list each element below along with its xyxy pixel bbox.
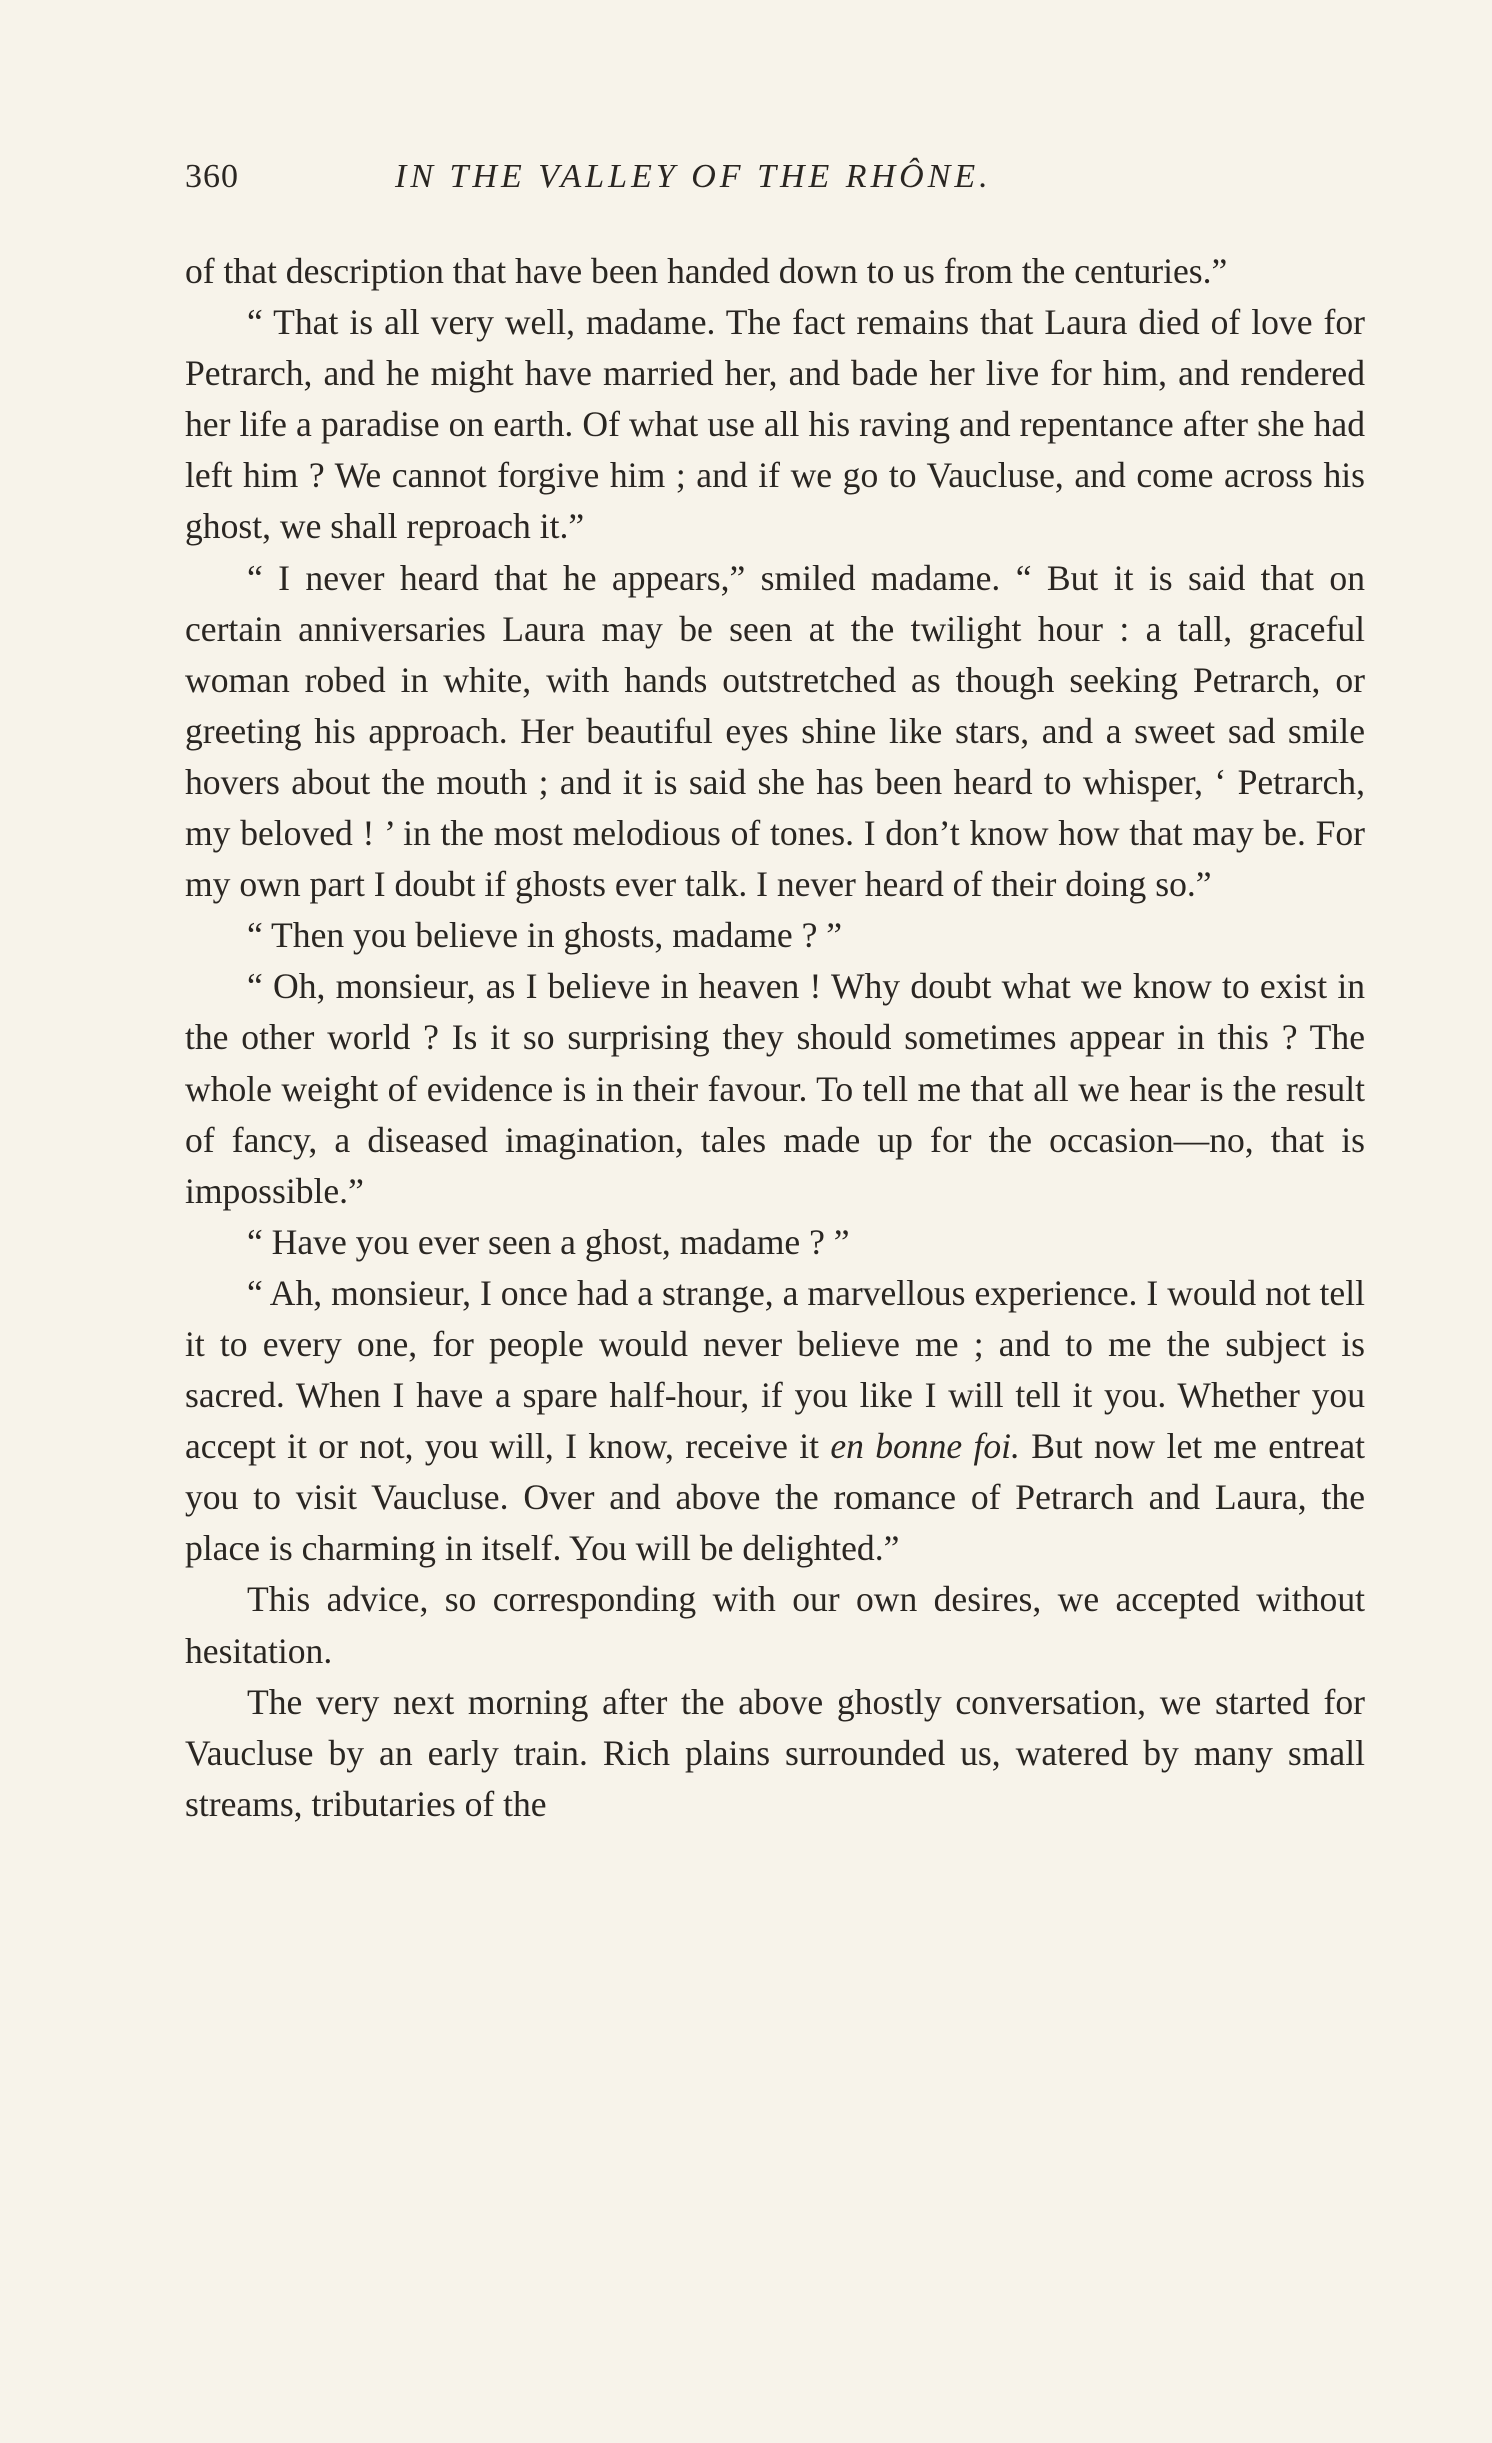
page-number: 360 [185,158,239,195]
paragraph-7-italic-phrase: en bonne foi. [830,1426,1020,1467]
paragraph-2: “ That is all very well, madame. The fact remains that Laura died of love for Petrarch, and he might have married her, and bade her live for him, and rendered her life a paradise on earth. Of what use all his raving and repentance after she had left him ? We cannot forgive him ; and if we go to Vaucluse, and come across his ghost, we shall reproach it.” [185,302,1365,547]
paragraph-7-text-after: But now let me entreat you to visit Vaucluse. Over and above the romance of Petrarch and Laura, the place is charming in itself. You will be delighted.” [185,1426,1365,1569]
paragraph-8: This advice, so corresponding with our own desires, we accepted without hesitation. [185,1579,1365,1671]
running-title: IN THE VALLEY OF THE RHÔNE. [395,158,992,195]
paragraph-5: “ Oh, monsieur, as I believe in heaven ! Why doubt what we know to exist in the other world ? Is it so surprising they should sometimes appear in this ? The whole weight of evidence is in their favour. To tell me that all we hear is the result of fancy, a diseased imagination, tales made up for the occasion—no, that is impossible.” [185,966,1365,1211]
paragraph-4: “ Then you believe in ghosts, madame ? ” [247,915,843,956]
paragraph-6: “ Have you ever seen a ghost, madame ? ” [247,1221,850,1262]
page-header [185,158,1365,214]
paragraph-7-text-before: “ Ah, monsieur, I once had a strange, a marvellous experience. I would not tell it to every one, for people would never believe me ; and to me the subject is sacred. When I have a spare half-hour, if you like I will tell it you. Whether you accept it or not, you will, I know, receive it [185,1272,1365,1467]
paragraph-7 [185,1268,1365,1575]
body-text [185,246,1365,1830]
paragraph-9: The very next morning after the above ghostly conversation, we started for Vaucluse by an early train. Rich plains surrounded us, watered by many small streams, tributaries of the [185,1681,1365,1824]
paragraph-3: “ I never heard that he appears,” smiled madame. “ But it is said that on certain anniversaries Laura may be seen at the twilight hour : a tall, graceful woman robed in white, with hands outstretched as though seeking Petrarch, or greeting his approach. Her beautiful eyes shine like stars, and a sweet sad smile hovers about the mouth ; and it is said she has been heard to whisper, ‘ Petrarch, my beloved ! ’ in the most melodious of tones. I don’t know how that may be. For my own part I doubt if ghosts ever talk. I never heard of their doing so.” [185,557,1365,905]
paragraph-1: of that description that have been handed down to us from the centuries.” [185,251,1228,291]
